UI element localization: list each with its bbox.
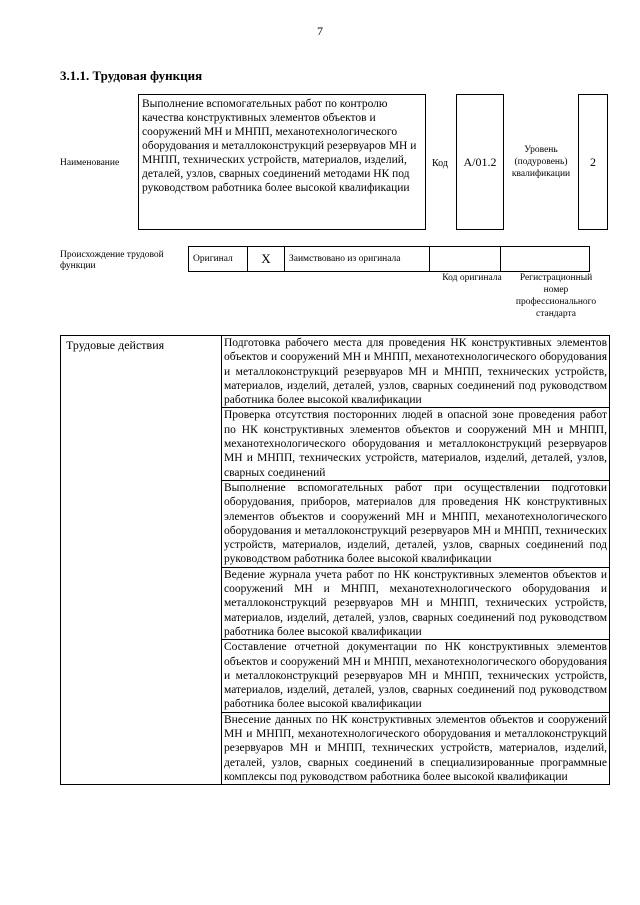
origin-label: Происхождение трудовой функции <box>60 250 164 271</box>
function-code-value: А/01.2 <box>463 154 497 169</box>
original-label: Оригинал <box>189 247 248 272</box>
labor-action-item: Составление отчетной документации по НК конструктивных элементов объектов и сооружений МН и МНПП, механотехнологического оборудования и металлоконструкций резервуаров МН и МНПП, технических устройств, материалов, изделий, деталей, узлов, сварных соединений под руководством работника более высокой квалификации <box>222 640 610 712</box>
level-label: Уровень (подуровень) квалификации <box>511 145 571 179</box>
labor-action-item: Подготовка рабочего места для проведения НК конструктивных элементов объектов и сооружений МН и МНПП, механотехнологического оборудования и металлоконструкций резервуаров МН и МНПП, технических устройств, материалов, изделий, деталей, узлов, сварных соединений под руководством работника более высокой квалификации <box>222 336 610 408</box>
function-name-box: Выполнение вспомогательных работ по контролю качества конструктивных элементов объектов и сооружений МН и МНПП, механотехнологического оборудования и металлоконструкций резервуаров МН и МНПП, технических устройств, материалов, изделий, деталей, узлов, сварных соединений методами НК под руководством работника более высокой квалификации <box>138 94 426 230</box>
function-code-box <box>456 94 504 230</box>
name-label: Наименование <box>60 158 120 168</box>
origin-code-caption: Код оригинала <box>442 273 502 283</box>
origin-code-cell <box>430 247 501 272</box>
level-box <box>578 94 608 230</box>
original-mark: X <box>248 247 285 272</box>
registration-number-cell <box>501 247 590 272</box>
borrowed-label: Заимствовано из оригинала <box>285 247 430 272</box>
code-label: Код <box>432 158 448 169</box>
labor-actions-label: Трудовые действия <box>61 336 222 785</box>
level-value: 2 <box>590 154 596 169</box>
labor-actions-table <box>60 335 610 785</box>
section-title: 3.1.1. Трудовая функция <box>60 68 203 83</box>
labor-action-item: Выполнение вспомогательных работ при осуществлении подготовки оборудования, приборов, материалов для проведения НК конструктивных элементов объектов и сооружений МН и МНПП, механотехнологического оборудования и металлоконструкций резервуаров МН и МНПП, технических устройств, материалов, изделий, деталей, узлов, сварных соединений под руководством работника более высокой квалификации <box>222 480 610 567</box>
labor-action-item: Проверка отсутствия посторонних людей в опасной зоне проведения работ по НК конструктивных элементов объектов и сооружений МН и МНПП, механотехнологического оборудования и металлоконструкций резервуаров МН и МНПП, технических устройств, материалов, изделий, деталей, узлов, сварных соединений <box>222 408 610 480</box>
labor-action-item: Внесение данных по НК конструктивных элементов объектов и сооружений МН и МНПП, механотехнологического оборудования и металлоконструкций резервуаров МН и МНПП, технических устройств, материалов, изделий, деталей, узлов, сварных соединений в специализированные программные комплексы под руководством работника более высокой квалификации <box>222 712 610 784</box>
registration-number-caption: Регистрационный номер профессионального стандарта <box>515 273 597 319</box>
labor-action-item: Ведение журнала учета работ по НК конструктивных элементов объектов и сооружений МН и МНПП, механотехнологического оборудования и металлоконструкций резервуаров МН и МНПП, технических устройств, материалов, изделий, деталей, узлов, сварных соединений под руководством работника более высокой квалификации <box>222 567 610 639</box>
origin-table <box>188 246 590 272</box>
page-number: 7 <box>317 24 323 38</box>
